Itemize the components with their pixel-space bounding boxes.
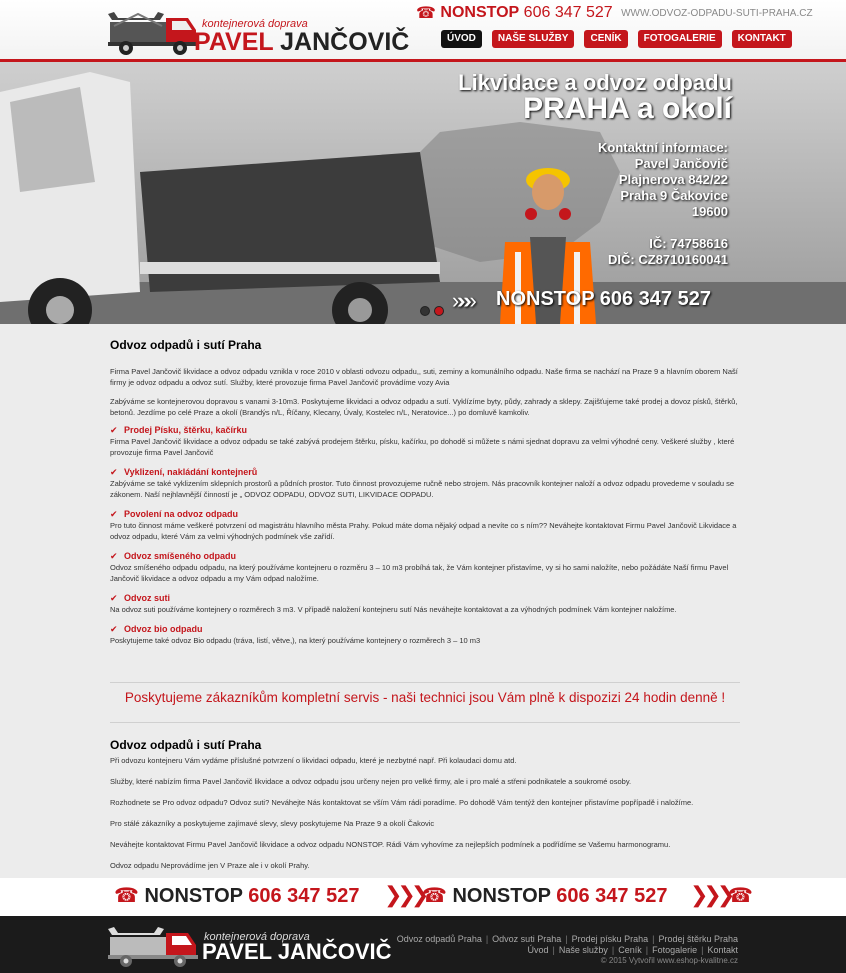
contact-street: Plajnerova 842/22 xyxy=(618,172,728,187)
check-icon: ✔ xyxy=(110,509,118,519)
service-text: Odvoz smíšeného odpadu odpadu, na který používáme kontejneru o rozměru 3 – 10 m3 probíhá tak, že Vám kontejner přistavíme, vy si ho sami naložíte, nebo požádáte Naší firmu Pavel Jančovič likvidace a odvoz odpadu a my Vám odpad naložíme. xyxy=(110,563,729,583)
banner-contact-info xyxy=(598,140,728,268)
nav-item-fotogalerie[interactable]: FOTOGALERIE xyxy=(638,30,722,48)
footer-link[interactable]: Prodej písku Praha xyxy=(571,934,649,944)
intro-paragraph-2: Zabýváme se kontejnerovou dopravou s vanami 3-10m3. Poskytujeme likvidaci a odvoz odpadu a sutí. Vyklízíme byty, půdy, zahrady a sklepy. Zajišťujeme také prodej a dovoz písků, štěrků, betonů. Jezdíme po celé Praze a okolí (Brandýs n/L, Říčany, Klecany, Úvaly, Kostelec n/L, Neratovice...) po domluvě kamkoliv. xyxy=(110,397,738,417)
service-item xyxy=(110,551,740,584)
service-title: Odvoz suti xyxy=(124,593,171,603)
check-icon: ✔ xyxy=(110,551,118,561)
header-phone-label: NONSTOP xyxy=(440,4,520,21)
phone-bar-label: NONSTOP xyxy=(144,885,243,907)
logo-subtitle: kontejnerová doprava xyxy=(202,18,308,30)
logo-first-name: PAVEL xyxy=(194,28,274,56)
phone-bar-item xyxy=(114,883,359,908)
paragraph: Odvoz odpadu Neprovádíme jen V Praze ale i v okolí Prahy. xyxy=(110,861,310,870)
footer-link[interactable]: Úvod xyxy=(527,945,549,955)
footer-link[interactable]: Fotogalerie xyxy=(652,945,698,955)
phone-bar-item xyxy=(422,883,667,908)
footer-link[interactable]: Odvoz suti Praha xyxy=(492,934,562,944)
service-title: Odvoz bio odpadu xyxy=(124,624,203,634)
phone-icon: ☎ xyxy=(416,5,436,22)
section-heading: Odvoz odpadů i sutí Praha xyxy=(110,338,262,352)
paragraph: Při odvozu kontejneru Vám vydáme příslušné potvrzení o likvidaci odpadu, které je nezbytné např. Při kolaudaci domu atd. xyxy=(110,756,517,765)
service-item xyxy=(110,509,740,542)
phone-bar-number: 606 347 527 xyxy=(248,885,360,907)
phone-bar-label: NONSTOP xyxy=(452,885,551,907)
logo-name xyxy=(194,28,409,57)
service-text: Firma Pavel Jančovič likvidace a odvoz odpadu se také zabývá prodejem štěrku, písku, kačírku, po dohodě si můžete s námi sjednat dopravu za velmi výhodné ceny. Veškeré služby , které provozuje firma Pavel Jančovič xyxy=(110,437,735,457)
banner-subtitle: PRAHA a okolí xyxy=(523,92,732,125)
main-content xyxy=(110,338,740,646)
phone-bar[interactable] xyxy=(0,878,846,916)
contact-zip: 19600 xyxy=(691,204,728,219)
footer-logo-subtitle: kontejnerová doprava xyxy=(204,931,310,943)
nav-item-kontakt[interactable]: KONTAKT xyxy=(732,30,792,48)
footer-logo[interactable] xyxy=(108,923,392,969)
nav-item-cenik[interactable]: CENÍK xyxy=(584,30,627,48)
truck-icon xyxy=(108,923,200,969)
nav-item-nase-sluzby[interactable]: NAŠE SLUŽBY xyxy=(492,30,575,48)
footer-link[interactable]: Ceník xyxy=(618,945,642,955)
check-icon: ✔ xyxy=(110,593,118,603)
service-text: Na odvoz suti používáme kontejnery o rozměrech 3 m3. V případě naložení kontejneru sutí Nás neváhejte kontaktovat a za výhodných podmínek Vám kontejner naložíme. xyxy=(110,605,677,614)
slider-dots xyxy=(420,306,444,316)
footer-logo-first-name: PAVEL xyxy=(202,939,272,964)
phone-icon-cut: ☎ xyxy=(728,885,753,907)
banner-title: Likvidace a odvoz odpadu xyxy=(458,70,732,95)
banner-arrows-icon: »»» xyxy=(452,288,471,313)
service-text: Zabýváme se také vyklizením sklepních prostorů a půdních prostor. Tuto činnost provozujeme ručně nebo strojem. Nás pracovník kontejner naloží a odvoz odpadu provedeme v souladu se zákonem. Naší nejhlavnější činností je „ ODVOZ ODPADU, ODVOZ SUTI, LIKVIDACE ODPADU. xyxy=(110,479,735,499)
footer-link[interactable]: Odvoz odpadů Praha xyxy=(396,934,482,944)
footer-logo-name xyxy=(202,939,392,965)
footer xyxy=(0,916,846,973)
service-item xyxy=(110,624,740,646)
service-title: Prodej Písku, štěrku, kačírku xyxy=(124,425,248,435)
banner-phone-number: 606 347 527 xyxy=(599,288,711,310)
logo[interactable] xyxy=(108,6,410,56)
footer-links-row-2: Úvod | Naše služby | Ceník | Fotogalerie | Kontakt xyxy=(527,945,738,955)
main-nav xyxy=(441,30,792,48)
contact-heading: Kontaktní informace: xyxy=(597,140,728,155)
intro-paragraph-1: Firma Pavel Jančovič likvidace a odvoz odpadu vznikla v roce 2010 v oblasti odvozu odpadu,, suti, zeminy a komunálního odpadu. Naše firma se nachází na Praze 9 a hlavním oborem Naší firmy je odvoz odpadu a odvoz sutí. Služby, které provozuje firma Pavel Jančovič provádíme vozy Avia xyxy=(110,367,738,387)
section-heading-2: Odvoz odpadů i sutí Praha xyxy=(110,738,262,752)
contact-ic: IČ: 74758616 xyxy=(649,236,728,251)
service-text: Poskytujeme také odvoz Bio odpadu (tráva, listí, větve,), na který používáme kontejnery o rozměrech 3 – 10 m3 xyxy=(110,636,481,645)
header-website: WWW.ODVOZ-ODPADU-SUTI-PRAHA.CZ xyxy=(621,7,813,19)
paragraph: Pro stálé zákazníky a poskytujeme zajímavé slevy, slevy poskytujeme Na Praze 9 a okolí Čakovic xyxy=(110,819,435,828)
contact-city: Praha 9 Čakovice xyxy=(620,188,728,203)
footer-link[interactable]: Kontakt xyxy=(707,945,738,955)
paragraph: Neváhejte kontaktovat Firmu Pavel Jančovič likvidace a odvoz odpadu NONSTOP. Rádi Vám vyhovíme za nejlepších podmínek a podřídíme se Vašemu harmonogramu. xyxy=(110,840,671,849)
paragraph: Rozhodnete se Pro odvoz odpadu? Odvoz suti? Neváhejte Nás kontaktovat se vším Vám rádi poradíme. Po dohodě Vám tentýž den kontejner přistavíme popřípadě i naložíme. xyxy=(110,798,694,807)
service-title: Vyklizení, nakládání kontejnerů xyxy=(124,467,258,477)
footer-logo-last-name: JANČOVIČ xyxy=(277,939,392,964)
banner-phone-label: NONSTOP xyxy=(496,288,595,310)
service-title: Odvoz smíšeného odpadu xyxy=(124,551,237,561)
footer-link[interactable]: Naše služby xyxy=(558,945,608,955)
footer-link[interactable]: Prodej štěrku Praha xyxy=(658,934,738,944)
divider xyxy=(110,722,740,723)
hero-banner xyxy=(0,62,846,324)
header-phone[interactable] xyxy=(416,3,813,21)
secondary-content xyxy=(110,738,740,871)
divider xyxy=(110,682,740,683)
copyright-text: © 2015 Vytvořil xyxy=(600,956,655,965)
service-item xyxy=(110,425,740,458)
footer-copyright xyxy=(601,956,738,965)
service-title: Povolení na odvoz odpadu xyxy=(124,509,239,519)
logo-last-name: JANČOVIČ xyxy=(280,28,410,56)
footer-links-row-1: Odvoz odpadů Praha | Odvoz suti Praha | Prodej písku Praha | Prodej štěrku Praha xyxy=(396,934,738,944)
service-item xyxy=(110,593,740,615)
header-phone-number: 606 347 527 xyxy=(523,4,613,21)
contact-dic: DIČ: CZ8710160041 xyxy=(608,252,728,267)
paragraph: Služby, které nabízím firma Pavel Jančovič likvidace a odvoz odpadu jsou určeny nejen pro velké firmy, ale i pro malé a střeni podnikatele a soukromé osoby. xyxy=(110,777,632,786)
phone-bar-number: 606 347 527 xyxy=(556,885,668,907)
check-icon: ✔ xyxy=(110,425,118,435)
arrows-icon: ❯❯❯ xyxy=(384,882,425,907)
slider-dot-active[interactable] xyxy=(434,306,444,316)
banner-phone[interactable] xyxy=(496,288,711,311)
phone-icon: ☎ xyxy=(422,885,447,907)
credit-link[interactable]: www.eshop-kvalitne.cz xyxy=(657,956,738,965)
service-text: Pro tuto činnost máme veškeré potvrzení od magistrátu hlavního města Prahy. Pokud máte doma nějaký odpad a nevíte co s ním?? Neváhejte kontaktovat Firmu Pavel Jančovič Likvidace a odvoz odpadu, které Vám za velmi výhodných podmínek vše zařídí. xyxy=(110,521,737,541)
phone-icon: ☎ xyxy=(114,885,139,907)
check-icon: ✔ xyxy=(110,467,118,477)
slider-dot[interactable] xyxy=(420,306,430,316)
arrows-icon: ❯❯❯ xyxy=(690,882,731,907)
service-item xyxy=(110,467,740,500)
contact-name: Pavel Jančovič xyxy=(634,156,728,171)
nav-item-uvod[interactable]: ÚVOD xyxy=(441,30,482,48)
truck-icon xyxy=(108,6,200,56)
cta-banner: Poskytujeme zákazníkům kompletní servis - naši technici jsou Vám plně k dispozizi 24 hodin denně ! xyxy=(124,690,726,705)
check-icon: ✔ xyxy=(110,624,118,634)
